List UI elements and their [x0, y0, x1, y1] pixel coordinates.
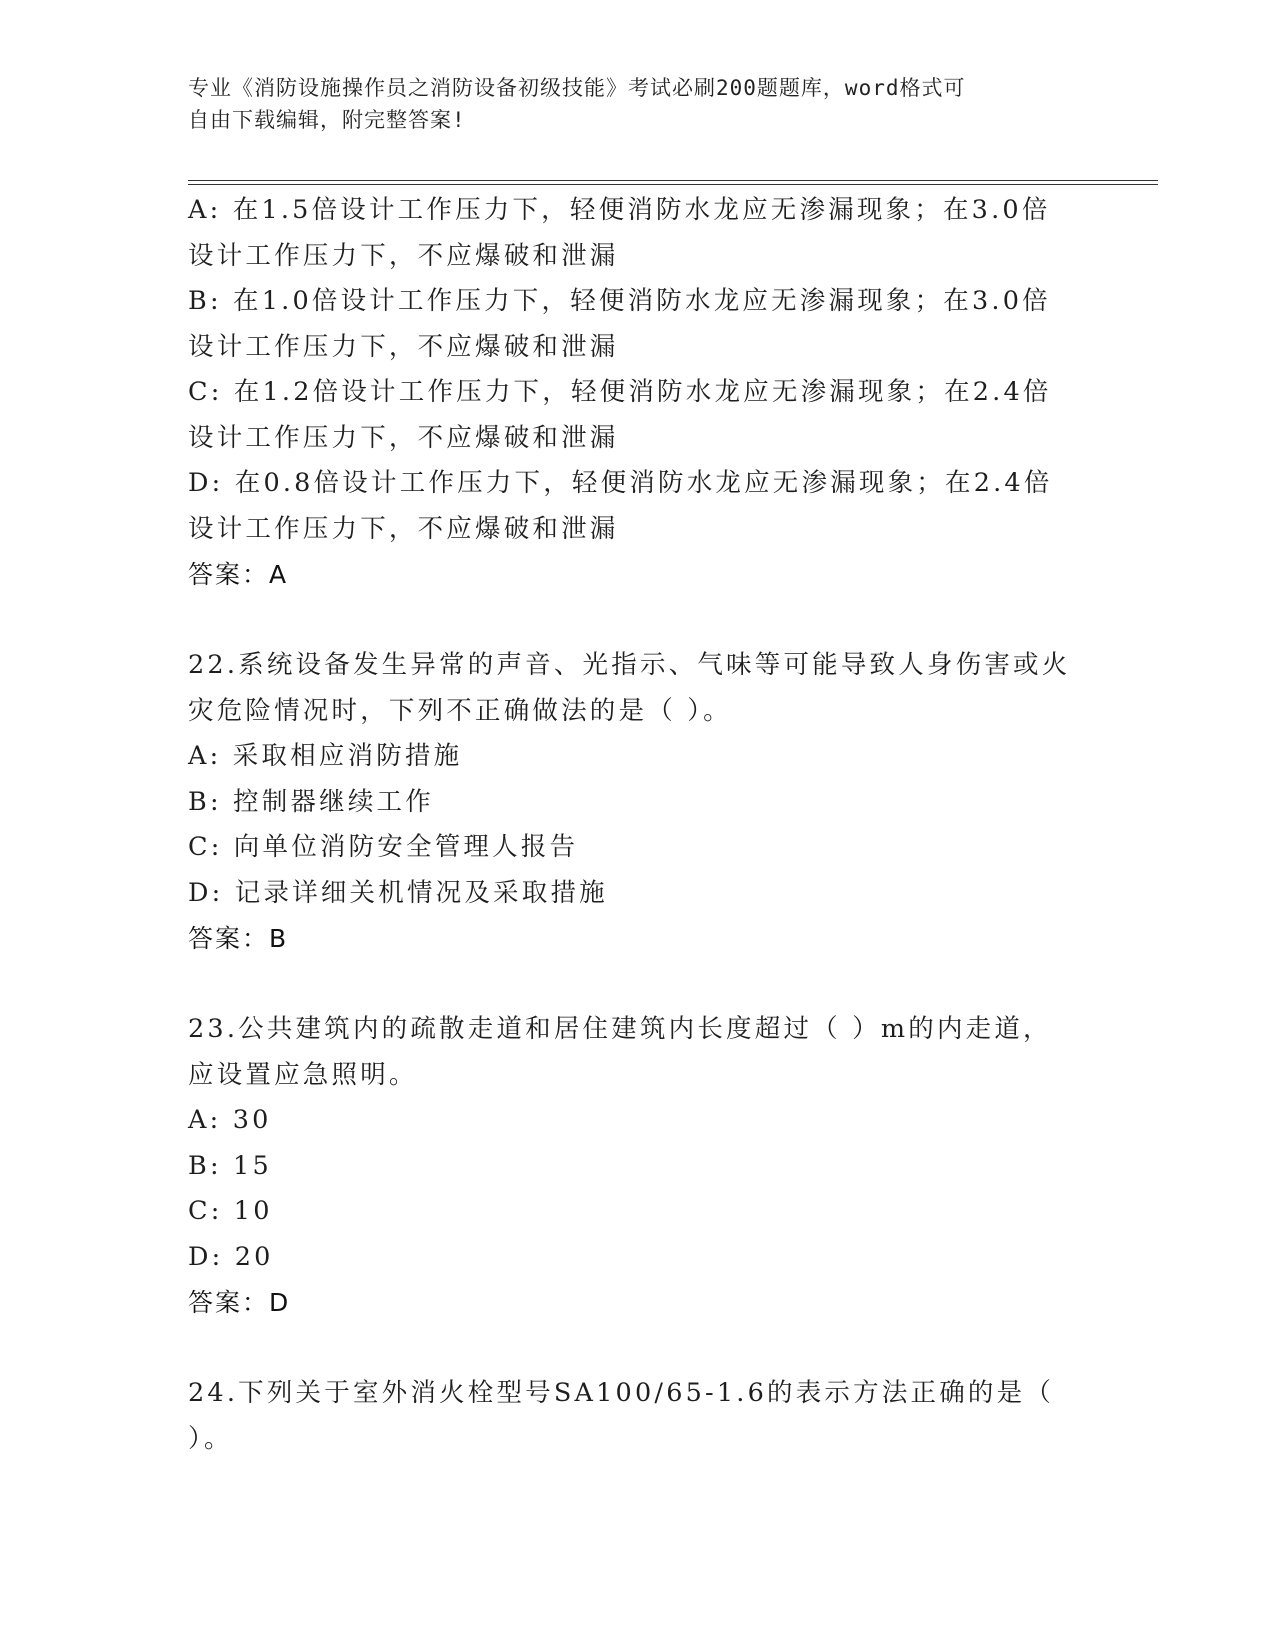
option-a-line-2: 设计工作压力下，不应爆破和泄漏	[188, 240, 619, 271]
question-22	[188, 643, 1088, 962]
option-b: B: 控制器继续工作	[188, 786, 434, 817]
header-title-line-1: 专业《消防设施操作员之消防设备初级技能》考试必刷200题题库，word格式可	[188, 76, 966, 100]
question-stem-line-1: 24.下列关于室外消火栓型号SA100/65-1.6的表示方法正确的是（	[188, 1378, 1055, 1408]
document-header	[188, 72, 1068, 136]
spacer	[188, 598, 1088, 644]
answer-23: 答案：D	[188, 1288, 291, 1317]
spacer	[188, 962, 1088, 1008]
question-list	[188, 188, 1088, 1462]
option-d: D: 20	[188, 1241, 274, 1272]
answer-21: 答案：A	[188, 560, 289, 589]
option-d: D: 记录详细关机情况及采取措施	[188, 877, 608, 908]
option-b-line-2: 设计工作压力下，不应爆破和泄漏	[188, 331, 619, 362]
question-21	[188, 188, 1088, 598]
option-d-line-2: 设计工作压力下，不应爆破和泄漏	[188, 513, 619, 544]
question-stem-line-2: 灾危险情况时，下列不正确做法的是（ ）。	[188, 695, 732, 726]
question-stem-line-1: 22.系统设备发生异常的声音、光指示、气味等可能导致人身伤害或火	[188, 650, 1071, 680]
question-24	[188, 1371, 1088, 1462]
option-a-line-1: A: 在1.5倍设计工作压力下，轻便消防水龙应无渗漏现象；在3.0倍	[188, 195, 1051, 225]
option-d-line-1: D: 在0.8倍设计工作压力下，轻便消防水龙应无渗漏现象；在2.4倍	[188, 468, 1053, 498]
option-b-line-1: B: 在1.0倍设计工作压力下，轻便消防水龙应无渗漏现象；在3.0倍	[188, 286, 1051, 316]
spacer	[188, 1326, 1088, 1372]
answer-22: 答案：B	[188, 924, 289, 953]
header-divider-top	[188, 180, 1158, 181]
option-c-line-2: 设计工作压力下，不应爆破和泄漏	[188, 422, 619, 453]
header-title-line-2: 自由下载编辑，附完整答案!	[188, 108, 466, 132]
question-23	[188, 1007, 1088, 1326]
option-c-line-1: C: 在1.2倍设计工作压力下，轻便消防水龙应无渗漏现象；在2.4倍	[188, 377, 1052, 407]
option-c: C: 10	[188, 1196, 273, 1226]
option-c: C: 向单位消防安全管理人报告	[188, 832, 579, 862]
header-divider-bottom	[188, 184, 1158, 185]
option-a: A: 30	[188, 1105, 272, 1135]
option-b: B: 15	[188, 1150, 272, 1181]
question-stem-line-1: 23.公共建筑内的疏散走道和居住建筑内长度超过（ ）m的内走道，	[188, 1014, 1052, 1044]
option-a: A: 采取相应消防措施	[188, 741, 463, 771]
question-stem-line-2: ）。	[188, 1423, 233, 1454]
question-stem-line-2: 应设置应急照明。	[188, 1059, 418, 1090]
